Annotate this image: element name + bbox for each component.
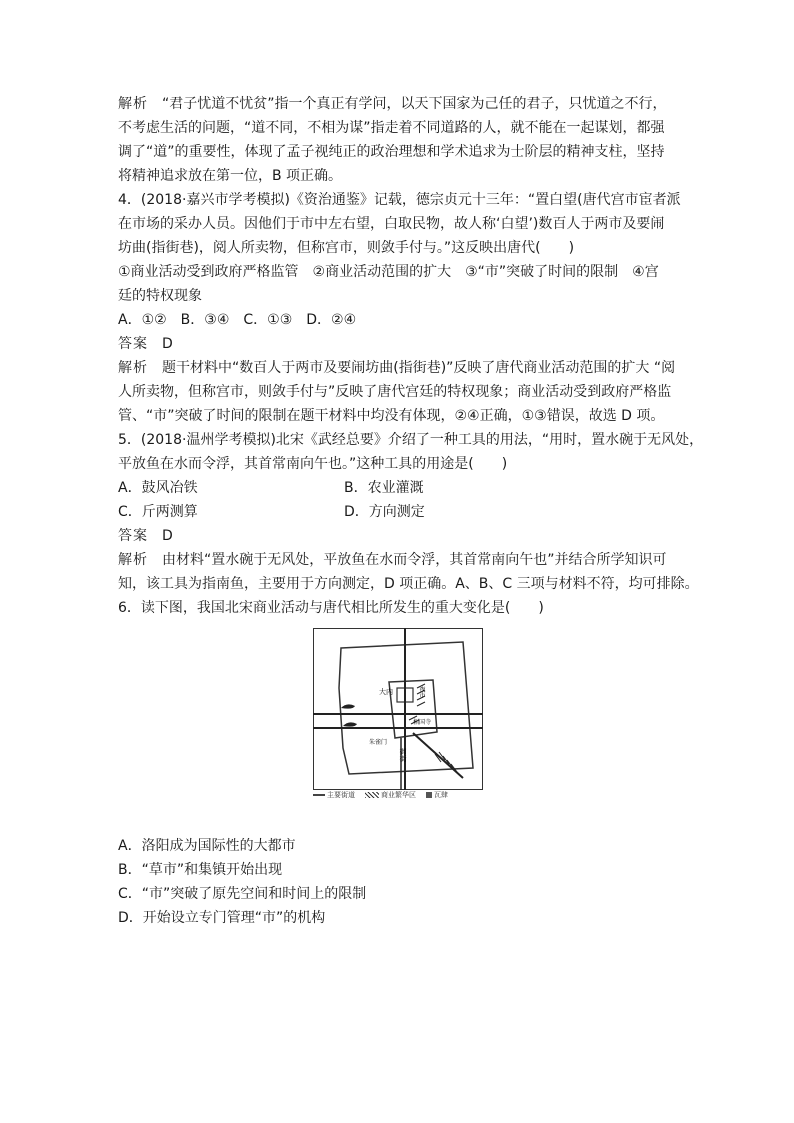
q6-option-c: C．“市”突破了原先空间和时间上的限制 [118, 886, 367, 902]
q4-options: A．①② B．③④ C．①③ D．②④ [118, 312, 357, 328]
q6-option-b: B．“草市”和集镇开始出现 [118, 862, 283, 878]
legend-item-street: 主要街道 [313, 790, 355, 800]
analysis-label: 解析 [118, 96, 148, 112]
q6-option-d: D．开始设立专门管理“市”的机构 [118, 910, 326, 926]
q3-analysis-line: 解析 “君子忧道不忧贫”指一个真正有学问，以天下国家为己任的君子，只忧道之不行， [118, 96, 667, 112]
q4-analysis-line: 管、“市”突破了时间的限制在题干材料中均没有体现，②④正确，①③错误，故选 D 项。 [118, 408, 665, 424]
q5-answer [118, 524, 678, 548]
q5-stem-line: 平放鱼在水而令浮，其首常南向午也。”这种工具的用途是( ) [118, 456, 508, 472]
answer-label: 答案 [118, 528, 148, 544]
analysis-label: 解析 [118, 552, 148, 568]
analysis-label: 解析 [118, 360, 148, 376]
q3-analysis-line: 调了“道”的重要性，体现了孟子视纯正的政治理想和学术追求为士阶层的精神支柱，坚持 [118, 144, 665, 160]
q5-options-row [118, 500, 678, 524]
kaifeng-map-figure [313, 628, 495, 830]
q4-analysis-line: 人所卖物，但称宫市，则敛手付与”反映了唐代宫廷的特权现象；商业活动受到政府严格监 [118, 384, 672, 400]
q5-analysis-line: 知，该工具为指南鱼，主要用于方向测定，D 项正确。A、B、C 三项与材料不符，均可排除。 [118, 576, 699, 592]
q5-analysis-line: 解析 由材料“置水碗于无风处，平放鱼在水而令浮，其首常南向午也”并结合所学知识可 [118, 552, 667, 568]
yeshi-label: 夜市 [418, 686, 424, 698]
q5-option-c: C．斤两测算 [118, 504, 198, 520]
q6-stem: 6．读下图，我国北宋商业活动与唐代相比所发生的重大变化是( ) [118, 600, 544, 616]
answer-label: 答案 [118, 336, 148, 352]
q6-option-a: A．洛阳成为国际性的大都市 [118, 838, 296, 854]
xiangguosi-label: 相国寺 [413, 720, 432, 726]
danei-label: 大内 [379, 688, 393, 696]
wasi-swatch [426, 792, 432, 798]
q4-stem-line: 4．(2018·嘉兴市学考模拟)《资治通鉴》记载，德宗贞元十三年：“置白望(唐代宫市宦者派 [118, 192, 681, 208]
q3-analysis-block [118, 92, 678, 188]
q5-stem-line: 5．(2018·温州学考模拟)北宋《武经总要》介绍了一种工具的用法，“用时，置水碗于无风处， [118, 432, 704, 448]
question-5 [118, 428, 704, 596]
q3-analysis-line: 将精神追求放在第一位，B 项正确。 [118, 168, 343, 184]
q5-option-d: D．方向测定 [344, 504, 425, 520]
legend-item-commercial: 商业繁华区 [365, 790, 416, 800]
q4-stem-line: 在市场的采办人员。因他们于市中左右望，白取民物，故人称‘白望’)数百人于两市及要闹 [118, 216, 665, 232]
q4-statement-line: 廷的特权现象 [118, 288, 202, 304]
map-legend [313, 790, 495, 800]
q3-analysis-line: 不考虑生活的问题，“道不同，不相为谋”指走着不同道路的人，就不能在一起谋划，都强 [118, 120, 665, 136]
q4-answer [118, 332, 678, 356]
q4-statement-line: ①商业活动受到政府严格监管 ②商业活动范围的扩大 ③“市”突破了时间的限制 ④宫 [118, 264, 659, 280]
page-content [118, 92, 704, 930]
q5-option-a: A．鼓风冶铁 [118, 480, 198, 496]
answer-value: D [162, 528, 173, 544]
commercial-swatch [365, 792, 379, 798]
q4-stem-line: 坊曲(指街巷)，阅人所卖物，但称宫市，则敛手付与。”这反映出唐代( ) [118, 240, 575, 256]
question-4 [118, 188, 681, 428]
q5-option-b: B．农业灌溉 [344, 480, 424, 496]
legend-item-wasi: 瓦肆 [426, 790, 448, 800]
question-6 [118, 596, 678, 930]
yujie-label: 御街 [399, 748, 407, 762]
kaifeng-map [313, 628, 483, 790]
q4-analysis-line: 解析 题干材料中“数百人于两市及要闹坊曲(指街巷)”反映了唐代商业活动范围的扩大 “阅 [118, 360, 676, 376]
street-swatch [313, 794, 325, 796]
q5-options-row [118, 476, 678, 500]
answer-value: D [162, 336, 173, 352]
zhuquemen-label: 朱雀门 [369, 740, 388, 746]
